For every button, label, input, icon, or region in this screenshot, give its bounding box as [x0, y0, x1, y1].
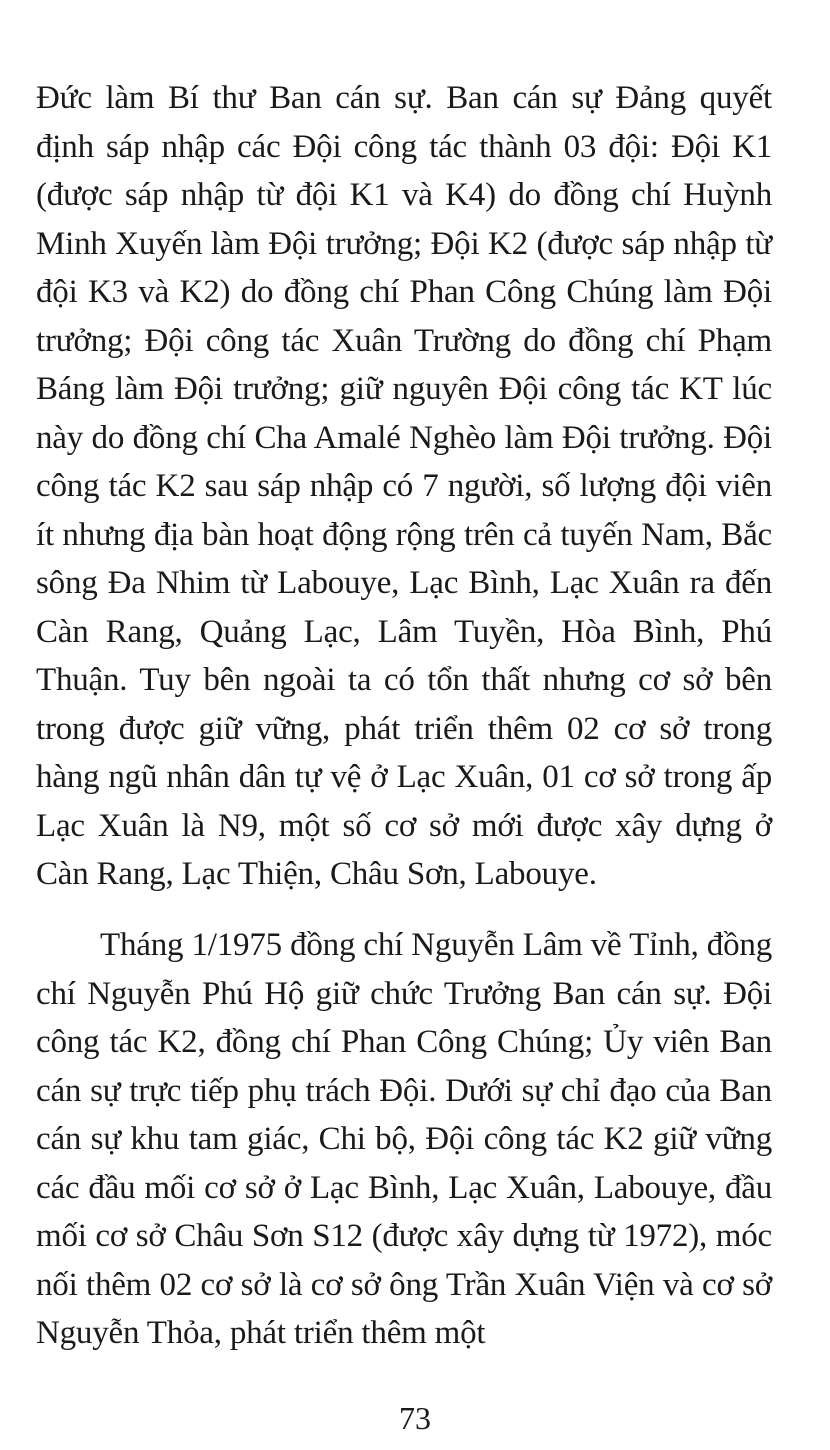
page-number: 73 — [399, 1400, 431, 1436]
body-paragraph-2: Tháng 1/1975 đồng chí Nguyễn Lâm về Tỉnh, đồng chí Nguyễn Phú Hộ giữ chức Trưởng Ban cán sự. Đội công tác K2, đồng chí Phan Công Chúng; Ủy viên Ban cán sự trực tiếp phụ trách Đội. Dưới sự chỉ đạo của Ban cán sự khu tam giác, Chi bộ, Đội công tác K2 giữ vững các đầu mối cơ sở ở Lạc Bình, Lạc Xuân, Labouye, đầu mối cơ sở Châu Sơn S12 (được xây dựng từ 1972), móc nối thêm 02 cơ sở là cơ sở ông Trần Xuân Viện và cơ sở Nguyễn Thỏa, phát triển thêm một — [36, 927, 772, 1351]
body-paragraph-1: Đức làm Bí thư Ban cán sự. Ban cán sự Đảng quyết định sáp nhập các Đội công tác thành 03 đội: Đội K1 (được sáp nhập từ đội K1 và K4) do đồng chí Huỳnh Minh Xuyến làm Đội trưởng; Đội K2 (được sáp nhập từ đội K3 và K2) do đồng chí Phan Công Chúng làm Đội trưởng; Đội công tác Xuân Trường do đồng chí Phạm Báng làm Đội trưởng; giữ nguyên Đội công tác KT lúc này do đồng chí Cha Amalé Nghèo làm Đội trưởng. Đội công tác K2 sau sáp nhập có 7 người, số lượng đội viên ít nhưng địa bàn hoạt động rộng trên cả tuyến Nam, Bắc sông Đa Nhim từ Labouye, Lạc Bình, Lạc Xuân ra đến Càn Rang, Quảng Lạc, Lâm Tuyền, Hòa Bình, Phú Thuận. Tuy bên ngoài ta có tổn thất nhưng cơ sở bên trong được giữ vững, phát triển thêm 02 cơ sở trong hàng ngũ nhân dân tự vệ ở Lạc Xuân, 01 cơ sở trong ấp Lạc Xuân là N9, một số cơ sở mới được xây dựng ở Càn Rang, Lạc Thiện, Châu Sơn, Labouye. — [36, 80, 772, 892]
